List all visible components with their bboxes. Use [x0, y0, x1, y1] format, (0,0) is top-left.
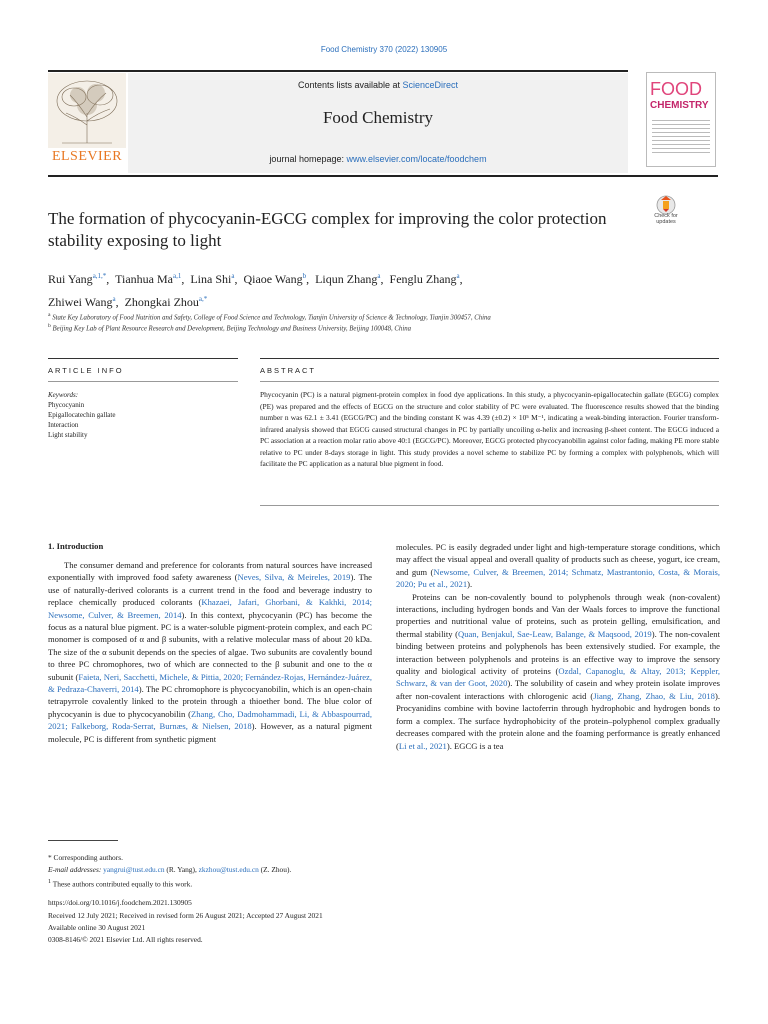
- article-info-subrule: [48, 381, 238, 382]
- contents-prefix: Contents lists available at: [297, 80, 403, 90]
- cover-word-chemistry: CHEMISTRY: [650, 100, 709, 111]
- email-link[interactable]: zkzhou@tust.edu.cn: [198, 865, 259, 874]
- author[interactable]: Zhongkai Zhou$^{a,*}$: [124, 295, 208, 309]
- corresponding-authors-note: * Corresponding authors.: [48, 853, 123, 862]
- keywords-label: Keywords:: [48, 391, 79, 399]
- citation-link[interactable]: Quan, Benjakul, Sae-Leaw, Balange, & Maqsood, 2019: [457, 628, 652, 639]
- article-title: The formation of phycocyanin-EGCG complex for improving the color protection stability exposing to light: [48, 209, 607, 250]
- keyword: Light stability: [48, 431, 88, 439]
- cover-text-lines: [652, 120, 710, 156]
- journal-citation[interactable]: Food Chemistry 370 (2022) 130905: [320, 45, 448, 54]
- affiliation-b: $^b$ Beijing Key Lab of Plant Resource Research and Development, Beijing Technology and Business University, Beijing 100048, China: [48, 323, 412, 333]
- received-dates: Received 12 July 2021; Received in revised form 26 August 2021; Accepted 27 August 2021: [48, 911, 323, 920]
- citation-link[interactable]: Faieta, Neri, Sacchetti, Michele, & Pittia, 2020; Fernández-Rojas, Hernández-Juárez, & Pedraza-Chaverri, 2014: [48, 671, 372, 695]
- available-online: Available online 30 August 2021: [48, 923, 146, 932]
- paragraph: Proteins can be non-covalently bound to polyphenols through weak (non-covalent) interactions, including hydrogen bonds and Van der Waals forces to improve the functional properties and nutritional value of proteins, such as protein gelling, emulsification, and thermal stability (Quan, Benjakul, Sae-Leaw, Balange, & Maqsood, 2019). The non-covalent binding between proteins and polyphenols has been extensively studied. For example, the interaction between polyphenols and proteins is an effective way to improve the sensory quality and biological activity of proteins (Ozdal, Capanoglu, & Altay, 2013; Keppler, Schwarz, & van der Goot, 2020). The solubility of casein and whey protein isolate improves after non-covalent interactions with chlorogenic acid (Jiang, Zhang, Zhao, & Liu, 2018). Procyanidins combine with bovine lactoferrin through hydrophobic and hydrogen bonds to form a complex. The surface hydrophobicity of the protein–polyphenol complex gradually decreases compared with the protein alone and the foaming performance is greatly enhanced (Li et al., 2021). EGCG is a tea: [396, 591, 720, 751]
- header-top-rule: [48, 70, 628, 72]
- equal-contribution-note: $^1$ These authors contributed equally to this work.: [48, 879, 193, 889]
- abstract-bottom-rule: [260, 505, 719, 506]
- homepage-link[interactable]: www.elsevier.com/locate/foodchem: [346, 154, 487, 164]
- body-column-right: [396, 541, 720, 752]
- footnote-rule: [48, 840, 118, 841]
- contents-line: [128, 80, 628, 90]
- citation-link[interactable]: Neves, Silva, & Meireles, 2019: [237, 572, 351, 583]
- citation-link[interactable]: Li et al., 2021: [398, 740, 447, 751]
- sciencedirect-link[interactable]: ScienceDirect: [402, 80, 459, 90]
- abstract-rule: [260, 358, 719, 359]
- author[interactable]: Zhiwei Wang$^a$: [48, 295, 116, 309]
- email-note: E-mail addresses: yangrui@tust.edu.cn (R. Yang), zkzhou@tust.edu.cn (Z. Zhou).: [48, 865, 292, 874]
- doi-link[interactable]: https://doi.org/10.1016/j.foodchem.2021.130905: [48, 898, 192, 907]
- check-updates-icon: [651, 195, 681, 215]
- author[interactable]: Lina Shi$^a$: [190, 272, 235, 286]
- keyword: Interaction: [48, 421, 79, 429]
- copyright-line: 0308-8146/© 2021 Elsevier Ltd. All rights reserved.: [48, 935, 203, 944]
- author[interactable]: Qiaoe Wang$^b$: [243, 272, 307, 286]
- journal-title: Food Chemistry: [322, 108, 434, 127]
- author[interactable]: Rui Yang$^{a,1,*}$: [48, 272, 107, 286]
- citation-link[interactable]: Newsome, Culver, & Breemen, 2014; Schmatz, Mastrantonio, Costa, & Morais, 2020; Pu et al., 2021: [396, 566, 720, 590]
- affiliation-a: $^a$ State Key Laboratory of Food Nutrition and Safety, College of Food Science and Technology, Tianjin University of Science & Technology, Tianjin 300457, China: [48, 312, 491, 322]
- publisher-logo: ELSEVIER: [51, 149, 123, 164]
- abstract-heading: ABSTRACT: [260, 366, 317, 375]
- abstract-text: Phycocyanin (PC) is a natural pigment-protein complex in food dye applications. In this study, a phycocyanin-epigallocatechin gallate (EGCG) complex (PE) was prepared and the effects of EGCG on the structure and color stability of PC were evaluated. The fluorescence results showed that the binding number n was 62.1 ± 3.41 (EGCG/PC) and the binding constant K was 4.39 (±0.2) × 10⁵ M⁻¹, indicating a weak-binding interaction. Fourier transform-infrared analysis showed that EGCG caused structural changes in PC by partially uncoiling α-helix and increasing β-sheet content. The EGCG induced a PC association at a reaction molar ratio above 40:1 (EGCG/PC). Moreover, EGCG protected phycocyanobilin against color fading, making PE more stable relative to PC under 8-days storage in light. This study provides a novel scheme to stabilize PC by forming a complex with polyphenols, which will facilitate the PC application as a natural blue pigment in food.: [260, 390, 719, 468]
- article-info-rule: [48, 358, 238, 359]
- header-bottom-rule: [48, 175, 718, 177]
- body-column-left: [48, 559, 372, 745]
- author[interactable]: Liqun Zhang$^a$: [315, 272, 381, 286]
- homepage-line: [128, 154, 628, 164]
- check-for-updates-label: Check for updates: [654, 213, 678, 225]
- citation-link[interactable]: Zhang, Cho, Dadmohammadi, Li, & Abbaspourrad, 2021; Falkeborg, Roda-Serrat, Burnæs, & Nielsen, 2018: [48, 708, 372, 732]
- citation-link[interactable]: Ozdal, Capanoglu, & Altay, 2013; Keppler, Schwarz, & van der Goot, 2020: [396, 666, 720, 689]
- author[interactable]: Fenglu Zhang$^a$: [389, 272, 460, 286]
- paragraph: The consumer demand and preference for colorants from natural sources have increased exponentially with improved food safety awareness (Neves, Silva, & Meireles, 2019). The use of naturally-derived colorants is a current trend in the food and beverage industry to replace chemically produced colorants (Khazaei, Jafari, Ghorbani, & Kakhki, 2014; Newsome, Culver, & Breemen, 2014). In this context, phycocyanin (PC) has become the focus as a natural blue pigment. PC is a water-soluble pigment-protein complex, and each PC monomer is composed of α and β subunits, with a relative molecular mass of about 20 kDa. The size of the α subunit depends on the species of algae. Two subunits are covalently bound to three PC chromophores, two of which are connected to the β subunit and one to the α subunit (Faieta, Neri, Sacchetti, Michele, & Pittia, 2020; Fernández-Rojas, Hernández-Juárez, & Pedraza-Chaverri, 2014). The PC chromophore is phycocyanobilin, which is an open-chain tetrapyrrole covalently linked to the protein through a thioether bond. The blue color of phycocyanin is due to phycocyanobilin (Zhang, Cho, Dadmohammadi, Li, & Abbaspourrad, 2021; Falkeborg, Roda-Serrat, Burnæs, & Nielsen, 2018). However, as a natural pigment molecule, PC is different from synthetic pigment: [48, 560, 372, 744]
- author[interactable]: Tianhua Ma$^{a,1}$: [115, 272, 182, 286]
- keywords-block: [48, 390, 238, 440]
- author-list: Rui Yang$^{a,1,*}$, Tianhua Ma$^{a,1}$, Lina Shi$^a$, Qiaoe Wang$^b$, Liqun Zhang$^a$, Fenglu Zhang$^a$, Zhiwei Wang$^a$, Zhongkai Zhou$^{a,*}$: [48, 272, 463, 309]
- paragraph: molecules. PC is easily degraded under light and high-temperature storage conditions, which may affect the visual appeal and overall quality of products such as cheese, yogurt, ice cream, and gum (Newsome, Culver, & Breemen, 2014; Schmatz, Mastrantonio, Costa, & Morais, 2020; Pu et al., 2021).: [396, 542, 720, 590]
- citation-link[interactable]: Jiang, Zhang, Zhao, & Liu, 2018: [593, 690, 715, 701]
- homepage-prefix: journal homepage:: [269, 154, 347, 164]
- email-link[interactable]: yangrui@tust.edu.cn: [103, 865, 165, 874]
- article-info-heading: ARTICLE INFO: [48, 366, 124, 375]
- abstract-subrule: [260, 381, 719, 382]
- section-heading-introduction: 1. Introduction: [48, 541, 104, 551]
- citation-link[interactable]: Khazaei, Jafari, Ghorbani, & Kakhki, 2014; Newsome, Culver, & Breemen, 2014: [48, 597, 372, 620]
- keyword: Phycocyanin: [48, 401, 85, 409]
- keyword: Epigallocatechin gallate: [48, 411, 116, 419]
- cover-word-food: FOOD: [650, 79, 702, 99]
